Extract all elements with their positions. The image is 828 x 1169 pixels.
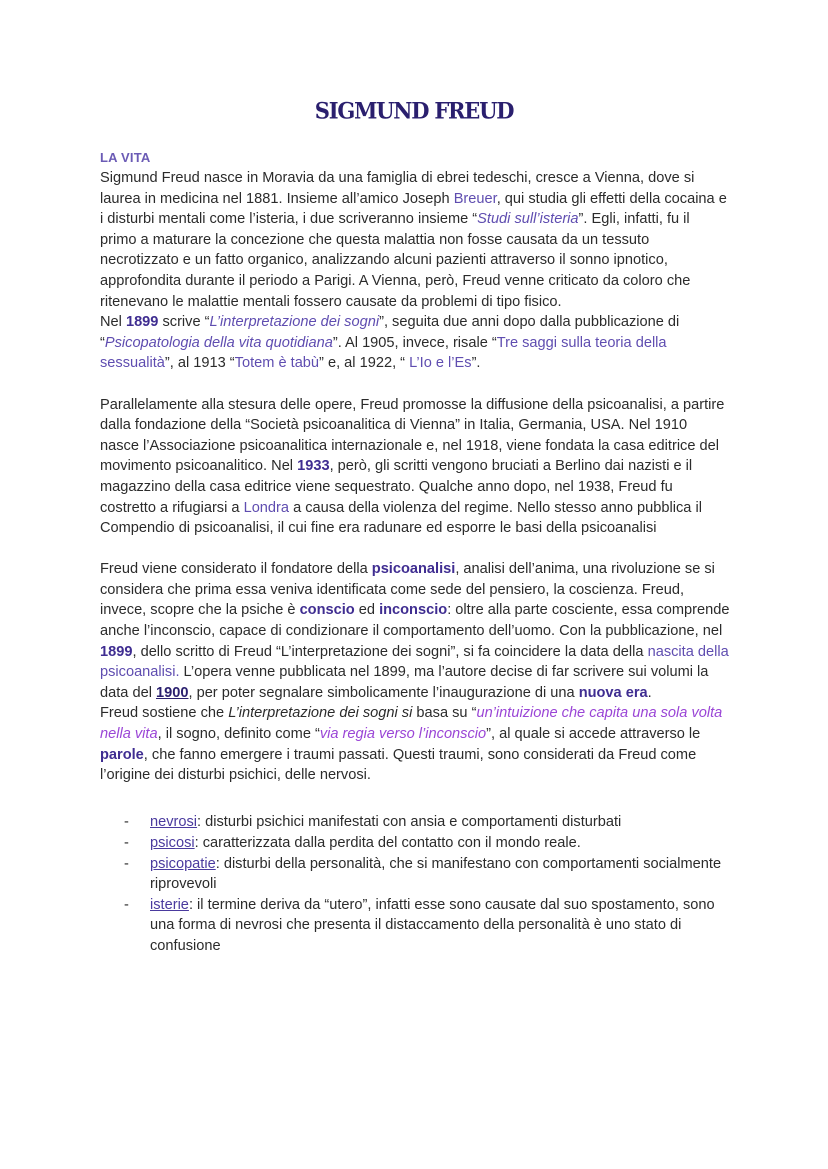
- term-link[interactable]: psicopatie: [150, 855, 216, 872]
- text-run: , dello scritto di Freud “L’interpretazione dei sogni”, si fa coincidere la data della: [132, 643, 648, 660]
- emphasis-boldUnder: 1900: [156, 684, 189, 701]
- disorders-list: [100, 812, 730, 956]
- text-run: ”.: [471, 355, 481, 372]
- text-run: , analisi dell’anima, una rivoluzione se si considera che prima essa veniva identificata come sede del pensiero, la coscienza. Freud, invece, scopre che la psiche è: [100, 561, 715, 619]
- emphasis-bold: inconscio: [379, 602, 448, 619]
- text-run: , però, gli scritti vengono bruciati a Berlino dai nazisti e il magazzino della casa editrice viene sequestrato. Qualche anno dopo, nel 1938, Freud fu costretto a rifugiarsi a: [100, 458, 693, 516]
- text-run: ”. Al 1905, invece, risale “: [332, 334, 497, 351]
- text-run: ”. Egli, infatti, fu il primo a maturare la concezione che questa malattia non fosse causata da un tessuto necrotizzato e un fatto organico, analizzando alcuni pazienti attraverso il sonno ipnotico, approfondita durante il periodo a Parigi. A Vienna, però, Freud venne criticato da coloro che ritenevano le malattie mentali fossero causate da problemi di tipo fisico.: [100, 211, 691, 310]
- emphasis-bold: nuova era: [578, 684, 648, 701]
- text-run: , il sogno, definito come “: [157, 726, 320, 743]
- spacer: [100, 539, 730, 560]
- term-definition: : disturbi della personalità, che si manifestano con comportamenti socialmente riprovevoli: [150, 855, 722, 893]
- paragraph-p5: [100, 703, 730, 785]
- emphasis-italLink[interactable]: Studi sull’isteria: [477, 211, 579, 228]
- text-run: , qui studia gli effetti della cocaina e i disturbi mentali come l’isteria, i due scriveranno insieme “: [100, 190, 727, 228]
- emphasis-magenta: un’intuizione che capita una sola volta nella vita: [100, 705, 723, 743]
- emphasis-bold: psicoanalisi: [371, 561, 456, 578]
- text-run: , che fanno emergere i traumi passati. Questi traumi, sono considerati da Freud come l’origine dei disturbi psichici, delle nervosi.: [100, 746, 697, 784]
- emphasis-bold: 1933: [297, 458, 330, 475]
- spacer: [100, 786, 730, 807]
- text-run: : oltre alla parte cosciente, essa comprende anche l’inconscio, capace di condizionare il comportamento dell’uomo. Con la pubblicazione, nel: [100, 602, 730, 640]
- page-title: SIGMUND FREUD: [314, 97, 514, 124]
- emphasis-italLink[interactable]: Psicopatologia della vita quotidiana: [104, 334, 333, 351]
- emphasis-bold: 1899: [125, 314, 159, 331]
- text-run: ed: [354, 602, 380, 619]
- paragraphs-container: [100, 168, 730, 786]
- emphasis-bold: parole: [100, 746, 144, 763]
- term-definition: : il termine deriva da “utero”, infatti esse sono causate dal suo spostamento, sono una forma di nevrosi che presenta il distaccamento della personalità è uno stato di confusione: [150, 896, 715, 954]
- paragraph-p1: [100, 168, 730, 312]
- list-item-nevrosi: [100, 812, 730, 833]
- emphasis-bold: conscio: [299, 602, 355, 619]
- emphasis-link[interactable]: Tre saggi sulla teoria della sessualità: [100, 334, 667, 372]
- text-run: ” e, al 1922, “: [319, 355, 410, 372]
- emphasis-magenta: via regia verso l’inconscio: [319, 726, 487, 743]
- spacer: [100, 374, 730, 395]
- text-run: basa su “: [412, 705, 477, 722]
- emphasis-link[interactable]: Totem è tabù: [234, 355, 320, 372]
- text-run: Freud sostiene che: [100, 705, 229, 722]
- bullet-dash-icon: -: [124, 896, 129, 913]
- section-heading-la-vita: LA VITA: [100, 150, 151, 165]
- bullet-dash-icon: -: [124, 814, 129, 831]
- text-run: ”, al quale si accede attraverso le: [486, 726, 701, 743]
- term-definition: : disturbi psichici manifestati con ansia e comportamenti disturbati: [197, 814, 622, 831]
- emphasis-ital: L’interpretazione dei sogni si: [228, 705, 413, 722]
- bullet-dash-icon: -: [124, 855, 129, 872]
- text-run: a causa della violenza del regime. Nello stesso anno pubblica il Compendio di psicoanalisi, il cui fine era radunare ed esporre le basi della psicoanalisi: [100, 499, 702, 537]
- emphasis-italLink[interactable]: L’interpretazione dei sogni: [209, 314, 380, 331]
- emphasis-link[interactable]: nascita della psicoanalisi.: [100, 643, 729, 681]
- term-link[interactable]: nevrosi: [150, 814, 198, 831]
- paragraph-p4: [100, 559, 730, 703]
- term-link[interactable]: psicosi: [150, 835, 195, 851]
- document-body: [100, 148, 730, 957]
- emphasis-link[interactable]: L’Io e l’Es: [409, 355, 472, 372]
- emphasis-bold: 1899: [100, 643, 133, 660]
- list-item-psicopatie: [100, 854, 730, 895]
- text-run: , per poter segnalare simbolicamente l’inaugurazione di una: [188, 684, 579, 701]
- text-run: Parallelamente alla stesura delle opere, Freud promosse la diffusione della psicoanalisi, a partire dalla fondazione della “Società psicoanalitica di Vienna” in Italia, Germania, USA. Nel 1910 nasce l’Associazione psicoanalitica internazionale e, nel 1918, viene fondata la casa editrice del movimento psicoanalitico. Nel: [100, 396, 725, 475]
- paragraph-p2: [100, 312, 730, 374]
- text-run: Nel: [100, 314, 126, 331]
- emphasis-link[interactable]: Breuer: [453, 190, 497, 207]
- bullet-dash-icon: -: [124, 835, 129, 851]
- term-link[interactable]: isterie: [150, 896, 189, 913]
- text-run: ”, al 1913 “: [164, 355, 235, 372]
- text-run: ”, seguita due anni dopo dalla pubblicazione di “: [100, 314, 680, 351]
- paragraph-p3: [100, 395, 730, 539]
- text-run: Sigmund Freud nasce in Moravia da una famiglia di ebrei tedeschi, cresce a Vienna, dove si laurea in medicina nel 1881. Insieme all’amico Joseph: [100, 170, 695, 207]
- list-item-isterie: [100, 895, 730, 957]
- text-run: scrive “: [158, 314, 210, 331]
- text-run: .: [647, 684, 652, 701]
- term-definition: : caratterizzata dalla perdita del contatto con il mondo reale.: [194, 835, 581, 851]
- text-run: L’opera venne pubblicata nel 1899, ma l’autore decise di far scrivere sui volumi la data del: [100, 664, 709, 701]
- list-item-psicosi: [100, 833, 730, 854]
- text-run: Freud viene considerato il fondatore della: [100, 561, 372, 578]
- emphasis-link[interactable]: Londra: [243, 499, 290, 516]
